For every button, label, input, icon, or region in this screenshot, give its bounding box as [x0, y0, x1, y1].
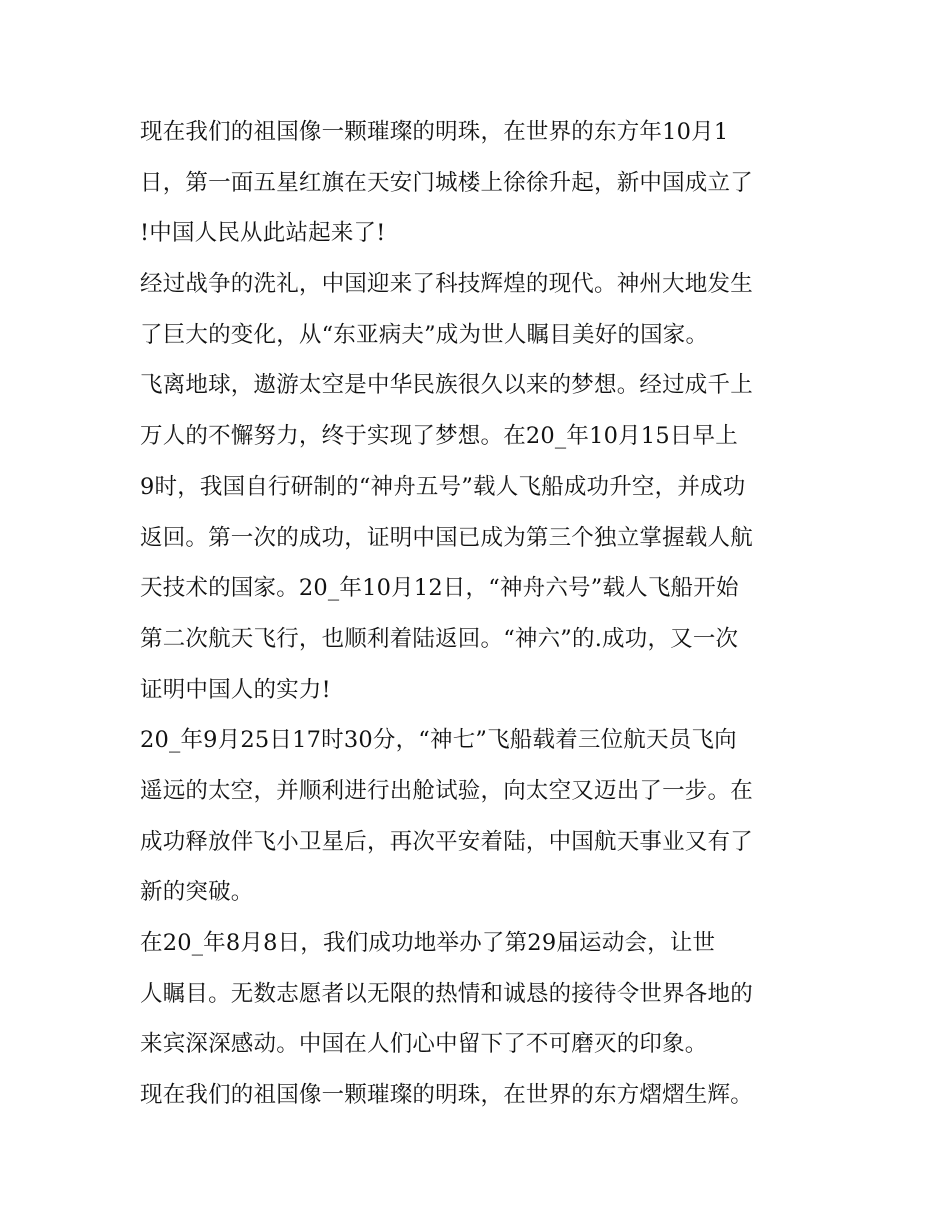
text-line: 返回。第一次的成功，证明中国已成为第三个独立掌握载人航 [140, 524, 753, 551]
text-line: 天技术的国家。20_年10月12日，“神舟六号”载人飞船开始 [140, 575, 739, 602]
text-line: 20_年9月25日17时30分，“神七”飞船载着三位航天员飞向 [140, 727, 737, 754]
text-line: 第二次航天飞行，也顺利着陆返回。“神六”的.成功，又一次 [140, 625, 739, 652]
text-line: 飞离地球，遨游太空是中华民族很久以来的梦想。经过成千上 [140, 372, 753, 399]
text-line: 新的突破。 [140, 879, 254, 906]
text-line: 9时，我国自行研制的“神舟五号”载人飞船成功升空，并成功 [140, 473, 746, 500]
text-line: 在20_年8月8日，我们成功地举办了第29届运动会，让世 [140, 930, 716, 956]
text-line: 万人的不懈努力，终于实现了梦想。在20_年10月15日早上 [140, 423, 738, 450]
text-line: 日，第一面五星红旗在天安门城楼上徐徐升起，新中国成立了 [140, 169, 753, 196]
text-line: 人瞩目。无数志愿者以无限的热情和诚恳的接待令世界各地的 [140, 980, 753, 1007]
text-line: 经过战争的洗礼，中国迎来了科技辉煌的现代。神州大地发生 [140, 271, 753, 298]
text-line: 来宾深深感动。中国在人们心中留下了不可磨灭的印象。 [140, 1031, 708, 1058]
essay-text [140, 107, 820, 1121]
text-line: 现在我们的祖国像一颗璀璨的明珠，在世界的东方年10月1 [140, 119, 729, 145]
text-line: 了巨大的变化，从“东亚病夫”成为世人瞩目美好的国家。 [140, 321, 709, 348]
text-line: 成功释放伴飞小卫星后，再次平安着陆，中国航天事业又有了 [140, 828, 753, 855]
text-line: 证明中国人的实力! [140, 676, 331, 703]
text-line: 遥远的太空，并顺利进行出舱试验，向太空又迈出了一步。在 [140, 777, 753, 804]
text-line: !中国人民从此站起来了! [140, 220, 386, 247]
text-line: 现在我们的祖国像一颗璀璨的明珠，在世界的东方熠熠生辉。 [140, 1082, 753, 1109]
